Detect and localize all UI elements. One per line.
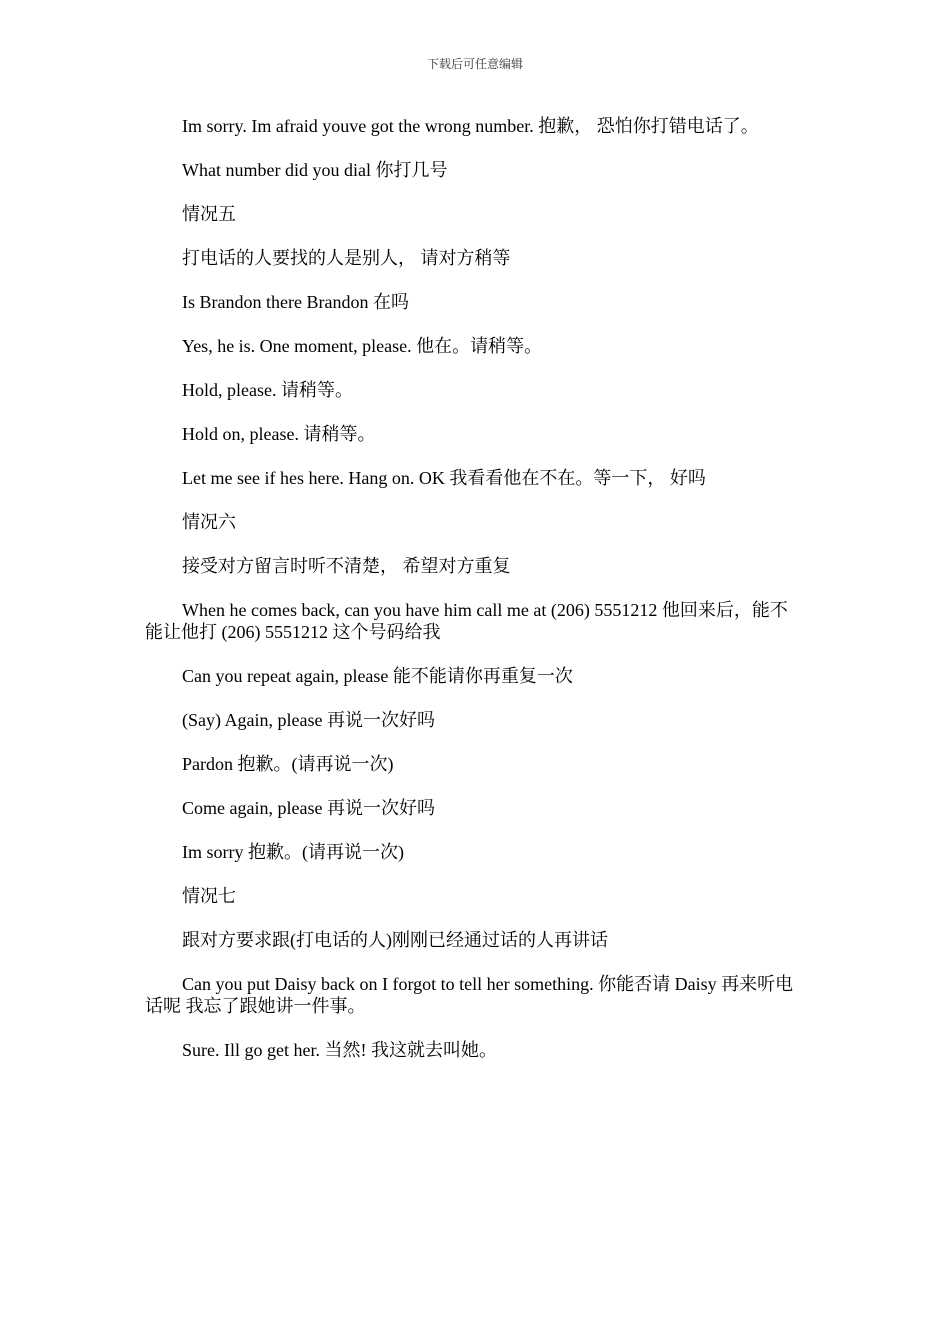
section-description-situation-6: 接受对方留言时听不清楚， 希望对方重复: [182, 556, 511, 576]
section-description-situation-7: 跟对方要求跟(打电话的人)刚刚已经通过话的人再讲话: [182, 930, 608, 950]
section-heading-situation-7: 情况七: [182, 886, 236, 906]
section-heading-situation-6: 情况六: [182, 512, 236, 532]
paragraph-put-daisy-back: Can you put Daisy back on I forgot to tell her something. 你能否请 Daisy 再来听电话呢 我忘了跟她讲一件事。: [145, 974, 794, 1016]
paragraph-hold-on-please: Hold on, please. 请稍等。: [182, 424, 376, 444]
paragraph-hold-please: Hold, please. 请稍等。: [182, 380, 353, 400]
paragraph-pardon: Pardon 抱歉。(请再说一次): [182, 754, 394, 774]
paragraph-what-number: What number did you dial 你打几号: [182, 160, 448, 180]
section-heading-situation-5: 情况五: [182, 204, 236, 224]
document-body: [145, 115, 800, 1083]
paragraph-go-get-her: Sure. Ill go get her. 当然! 我这就去叫她。: [182, 1040, 497, 1060]
section-description-situation-5: 打电话的人要找的人是别人， 请对方稍等: [182, 248, 511, 268]
paragraph-repeat-again: Can you repeat again, please 能不能请你再重复一次: [182, 666, 573, 686]
paragraph-one-moment: Yes, he is. One moment, please. 他在。请稍等。: [182, 336, 543, 356]
paragraph-say-again: (Say) Again, please 再说一次好吗: [182, 710, 435, 730]
paragraph-let-me-see: Let me see if hes here. Hang on. OK 我看看他在不在。等一下， 好吗: [182, 468, 706, 488]
paragraph-come-again: Come again, please 再说一次好吗: [182, 798, 435, 818]
paragraph-call-me-back: When he comes back, can you have him call me at (206) 5551212 他回来后，能不能让他打 (206) 5551212 这个号码给我: [145, 600, 788, 642]
paragraph-is-brandon-there: Is Brandon there Brandon 在吗: [182, 292, 409, 312]
paragraph-wrong-number: Im sorry. Im afraid youve got the wrong number. 抱歉， 恐怕你打错电话了。: [182, 116, 759, 136]
paragraph-im-sorry: Im sorry 抱歉。(请再说一次): [182, 842, 404, 862]
page-header: 下载后可任意编辑: [426, 57, 523, 71]
